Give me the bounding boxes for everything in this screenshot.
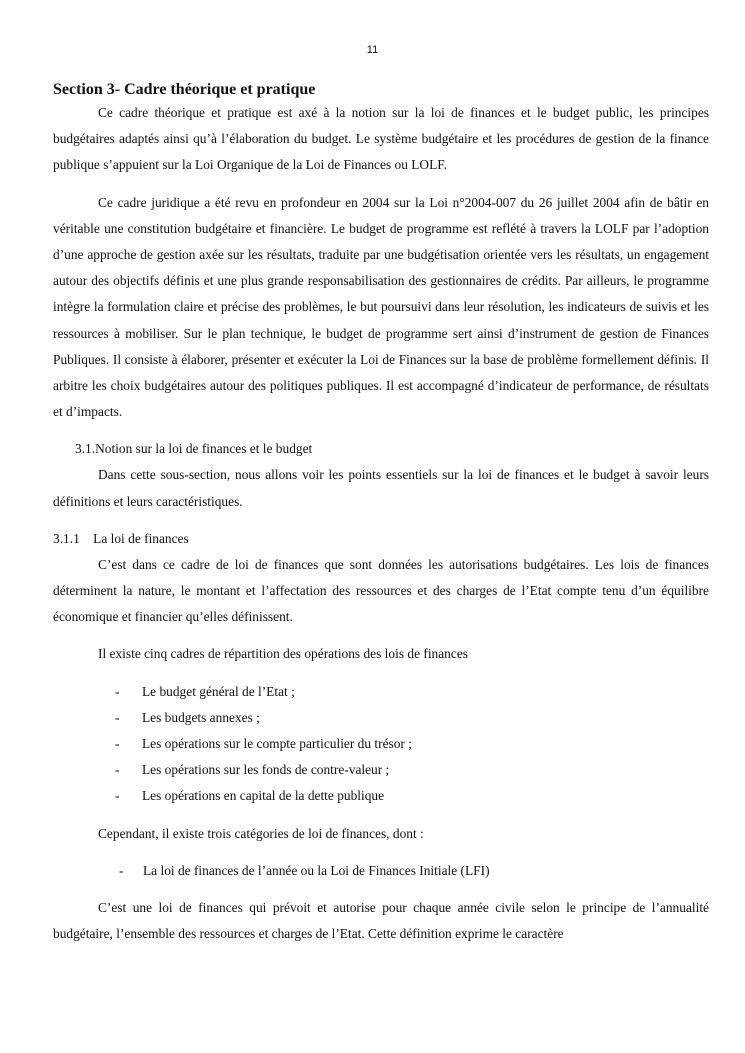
page-number: 11 — [366, 44, 379, 56]
document-body — [53, 79, 709, 947]
list-item: - La loi de finances de l’année ou la Loi de Finances Initiale (LFI) — [53, 858, 709, 884]
repartition-list — [53, 679, 709, 810]
subsection-heading-3-1-1: 3.1.1 La loi de finances — [53, 530, 189, 546]
list-bullet: - — [115, 762, 120, 778]
list-item: - Les opérations en capital de la dette publique — [53, 783, 709, 809]
list-item: - Les budgets annexes ; — [53, 705, 709, 731]
paragraph-lfi-definition: C’est une loi de finances qui prévoit et autorise pour chaque année civile selon le principe de l’annualité budgétaire, l’ensemble des ressources et charges de l’Etat. Cette définition exprime le caractère — [53, 900, 709, 942]
categories-list — [53, 858, 709, 884]
list-bullet: - — [115, 683, 120, 699]
paragraph-cinq-cadres: Il existe cinq cadres de répartition des opérations des lois de finances — [98, 646, 468, 662]
paragraph-legal-framework: Ce cadre juridique a été revu en profondeur en 2004 sur la Loi n°2004-007 du 26 juillet 2004 afin de bâtir en véritable une constitution budgétaire et financière. Le budget de programme est reflété à travers la LOLF par l’adoption d’une approche de gestion axée sur les résultats, traduite par une budgétisation orientée vers les résultats, un engagement autour des objectifs définis et une plus grande responsabilisation des gestionnaires de crédits. Par ailleurs, le programme intègre la formulation claire et précise des problèmes, le but poursuivi dans leur résolution, les indicateurs de suivis et les ressources à mobiliser. Sur le plan technique, le budget de programme sert ainsi d’instrument de gestion de Finances Publiques. Il consiste à élaborer, présenter et exécuter la Loi de Finances sur la base de problème formellement définis. Il arbitre les choix budgétaires autour des politiques publiques. Il est accompagné d’indicateur de performance, de résultats et d’impacts. — [53, 194, 709, 420]
paragraph-categories: Cependant, il existe trois catégories de loi de finances, dont : — [98, 825, 424, 841]
list-item: - Les opérations sur le compte particulier du trésor ; — [53, 731, 709, 757]
list-bullet: - — [115, 736, 120, 752]
paragraph-intro: Ce cadre théorique et pratique est axé à la notion sur la loi de finances et le budget public, les principes budgétaires adaptés ainsi qu’à l’élaboration du budget. Le système budgétaire et les procédures de gestion de la finance publique s’appuient sur la Loi Organique de la Loi de Finances ou LOLF. — [53, 105, 709, 173]
list-item: - Le budget général de l’Etat ; — [53, 679, 709, 705]
section-heading: Section 3- Cadre théorique et pratique — [53, 81, 316, 98]
list-item: - Les opérations sur les fonds de contre-valeur ; — [53, 757, 709, 783]
list-bullet: - — [115, 709, 120, 725]
paragraph-loi-de-finances: C’est dans ce cadre de loi de finances que sont données les autorisations budgétaires. Les lois de finances déterminent la nature, le montant et l’affectation des ressources et des charges de l’Etat compte tenu d’un équilibre économique et financier qu’elles définissent. — [53, 556, 709, 625]
paragraph-subsection-intro: Dans cette sous-section, nous allons voir les points essentiels sur la loi de finances et le budget à savoir leurs définitions et leurs caractéristiques. — [53, 467, 709, 509]
list-bullet: - — [119, 862, 124, 878]
subsection-heading-3-1: 3.1.Notion sur la loi de finances et le budget — [75, 441, 313, 457]
list-bullet: - — [115, 788, 120, 804]
